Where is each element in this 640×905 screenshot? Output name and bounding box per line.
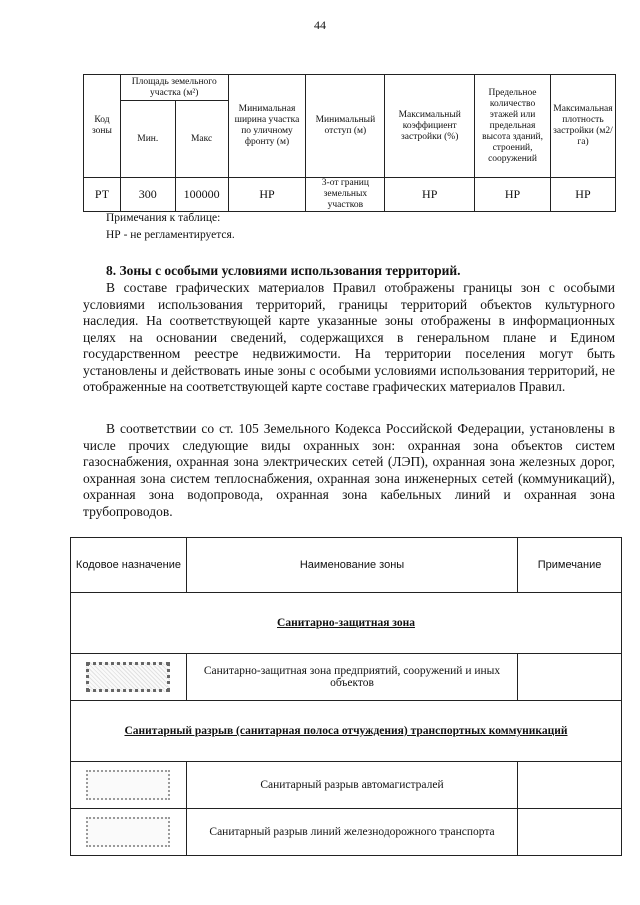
header-code-assignment: Кодовое назначение — [71, 538, 187, 593]
zone-name-cell: Санитарный разрыв линий железнодорожного транспорта — [186, 809, 517, 856]
header-zone-code: Код зоны — [84, 75, 121, 178]
sanitary-zone-swatch — [86, 662, 170, 692]
header-max-floors: Предельное количество этажей или предельная высота зданий, строений, сооружений — [475, 75, 551, 178]
cell-max-density: НР — [550, 178, 615, 212]
section-8-heading: 8. Зоны с особыми условиями использования территорий. — [106, 263, 461, 278]
header-min-width: Минимальная ширина участка по уличному фронту (м) — [228, 75, 306, 178]
cell-min-setback: 3-от границ земельных участков — [306, 178, 385, 212]
legend-cell — [71, 654, 187, 701]
highway-gap-swatch — [86, 770, 170, 800]
zone-parameters-table — [83, 74, 616, 212]
section-8-paragraph-2: В соответствии со ст. 105 Земельного Кодекса Российской Федерации, установлены в числе прочих следующие виды охранных зон: охранная зона объектов систем газоснабжения, охранная зона электрических сетей (ЛЭП), охранная зона железных дорог, охранная зона систем теплоснабжения, охранная зона инженерных сетей (коммуникаций), охранная зона водопровода, охранная зона кабельных линий и охранная зона трубопроводов. — [83, 421, 615, 519]
zone-name-cell: Санитарный разрыв автомагистралей — [186, 762, 517, 809]
zone-name-cell: Санитарно-защитная зона предприятий, сооружений и иных объектов — [186, 654, 517, 701]
cell-min-width: НР — [228, 178, 306, 212]
cell-max-floors: НР — [475, 178, 551, 212]
section-8-paragraph-1: В составе графических материалов Правил отображены границы зон с особыми условиями использования территорий, границы территорий объектов культурного наследия. На соответствующей карте указанные зоны отображены в информационных целях на основании сведений, содержащихся в генеральном плане и Едином государственном реестре недвижимости. На территории поселения могут быть установлены и действовать иные зоны с особыми условиями использования территорий, не отображенные на соответствующей карте составе графических материалов Правил. — [83, 280, 615, 394]
note-cell — [518, 762, 622, 809]
zone-legend-table — [70, 537, 622, 856]
railway-gap-swatch — [86, 817, 170, 847]
note-cell — [518, 809, 622, 856]
page-number: 44 — [314, 18, 326, 32]
header-note: Примечание — [518, 538, 622, 593]
cell-area-min: 300 — [120, 178, 175, 212]
header-max-density: Максимальная плотность застройки (м2/га) — [550, 75, 615, 178]
legend-cell — [71, 762, 187, 809]
section-sanitary-protection-zone: Санитарно-защитная зона — [71, 593, 622, 654]
header-area-max: Макс — [175, 101, 228, 178]
cell-max-coverage: НР — [385, 178, 475, 212]
cell-area-max: 100000 — [175, 178, 228, 212]
header-plot-area: Площадь земельного участка (м²) — [120, 75, 228, 101]
legend-cell — [71, 809, 187, 856]
header-zone-name: Наименование зоны — [186, 538, 517, 593]
section-sanitary-gap: Санитарный разрыв (санитарная полоса отчуждения) транспортных коммуникаций — [71, 701, 622, 762]
header-max-coverage: Максимальный коэффициент застройки (%) — [385, 75, 475, 178]
header-min-setback: Минимальный отступ (м) — [306, 75, 385, 178]
table-note-nr: НР - не регламентируется. — [106, 229, 235, 241]
note-cell — [518, 654, 622, 701]
cell-zone-code: РТ — [84, 178, 121, 212]
table-note-title: Примечания к таблице: — [106, 212, 221, 224]
header-area-min: Мин. — [120, 101, 175, 178]
